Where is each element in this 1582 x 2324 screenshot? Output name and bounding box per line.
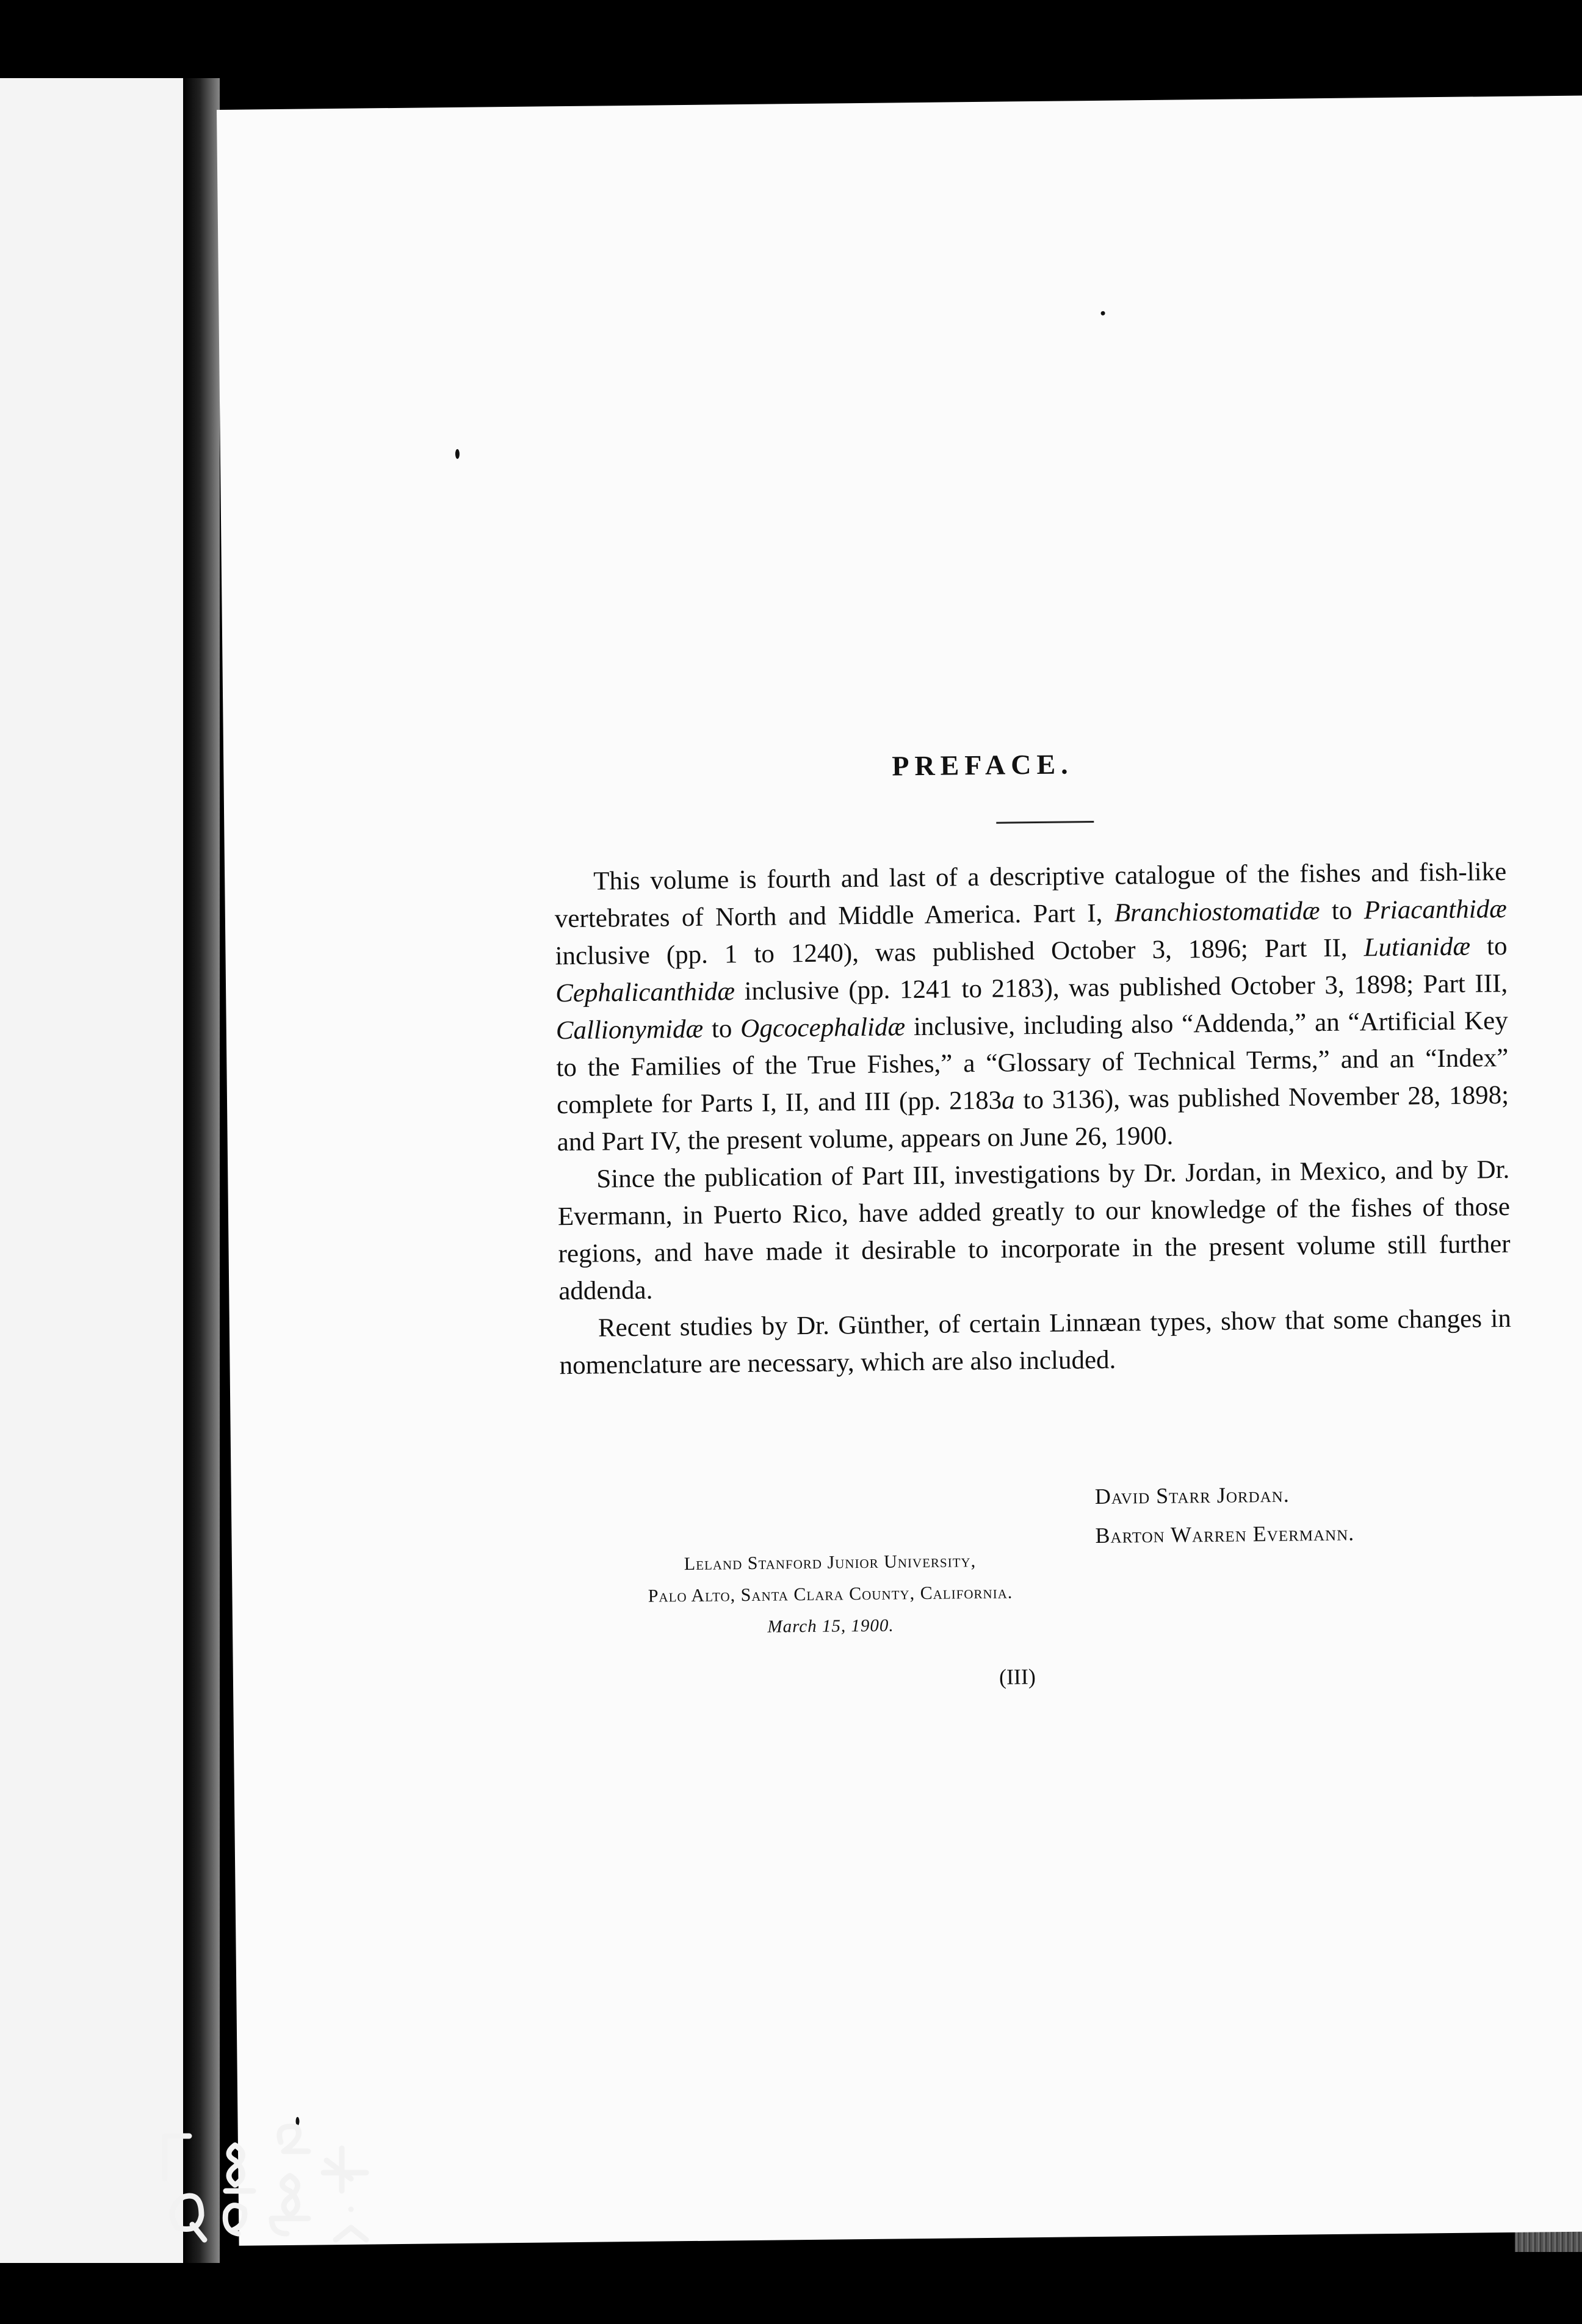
taxon-name: Callionymidæ (555, 1014, 704, 1045)
text-run: inclusive, including also “Addenda,” an “Artificial Key to the Families of the True Fishes,” a “Glossary of Technical Terms,” and an “Index” complete for Parts I, II, and III (pp. 2183 (556, 1006, 1509, 1120)
signatures (1095, 1474, 1355, 1555)
page-title: PREFACE. (892, 748, 1074, 782)
taxon-name: Cephalicanthidæ (555, 977, 735, 1008)
preface-page (217, 95, 1582, 2246)
preface-body (554, 853, 1512, 1384)
paragraph (554, 853, 1509, 1161)
paragraph (557, 1151, 1511, 1310)
taxon-name: Priacanthidæ (1363, 894, 1508, 925)
text-run: This volume is fourth and last of a descriptive catalogue of the fishes and fish-like vertebrates of North and Middle America. Part I, (554, 857, 1507, 934)
text-run: Recent studies by Dr. Günther, of certain Linnæan types, show that some changes in nomenclature are necessary, which are also included. (559, 1304, 1512, 1380)
taxon-name: a (1001, 1086, 1015, 1115)
text-run: inclusive (pp. 1 to 1240), was published October 3, 1896; Part II, (555, 933, 1364, 971)
signature-evermann: Barton Warren Evermann. (1095, 1520, 1355, 1548)
taxon-name: Branchiostomatidæ (1114, 897, 1320, 928)
left-page-edge (0, 78, 183, 2263)
text-run: inclusive (pp. 1241 to 2183), was published October 3, 1898; Part III, (734, 969, 1508, 1006)
address-line: Palo Alto, Santa Clara County, California. (648, 1582, 1013, 1606)
book-gutter (183, 78, 220, 2263)
text-run: to (1320, 896, 1364, 926)
paragraph (559, 1300, 1512, 1384)
title-rule (996, 821, 1094, 824)
text-run: Since the publication of Part III, investigations by Dr. Jordan, in Mexico, and by Dr. Evermann, in Puerto Rico, have added greatly to our knowledge of the fishes of those regions, and have made it desirable to incorporate in the present volume still further addenda. (557, 1155, 1511, 1306)
page-number: (III) (999, 1664, 1036, 1689)
address-block (562, 1544, 1100, 1645)
speck (1101, 311, 1105, 316)
taxon-name: Ogcocephalidæ (740, 1012, 906, 1044)
speck (455, 449, 460, 459)
address-line: Leland Stanford Junior University, (684, 1551, 977, 1575)
taxon-name: Lutianidæ (1363, 932, 1471, 962)
text-run: to (703, 1014, 741, 1044)
text-run: to (1470, 931, 1508, 961)
call-number-handwriting (140, 1996, 397, 2252)
text-run: to 3136), was published November 28, 1898; and Part IV, the present volume, appears on June 26, 1900. (557, 1080, 1509, 1157)
date-line: March 15, 1900. (767, 1615, 894, 1637)
signature-jordan: David Starr Jordan. (1094, 1482, 1290, 1509)
